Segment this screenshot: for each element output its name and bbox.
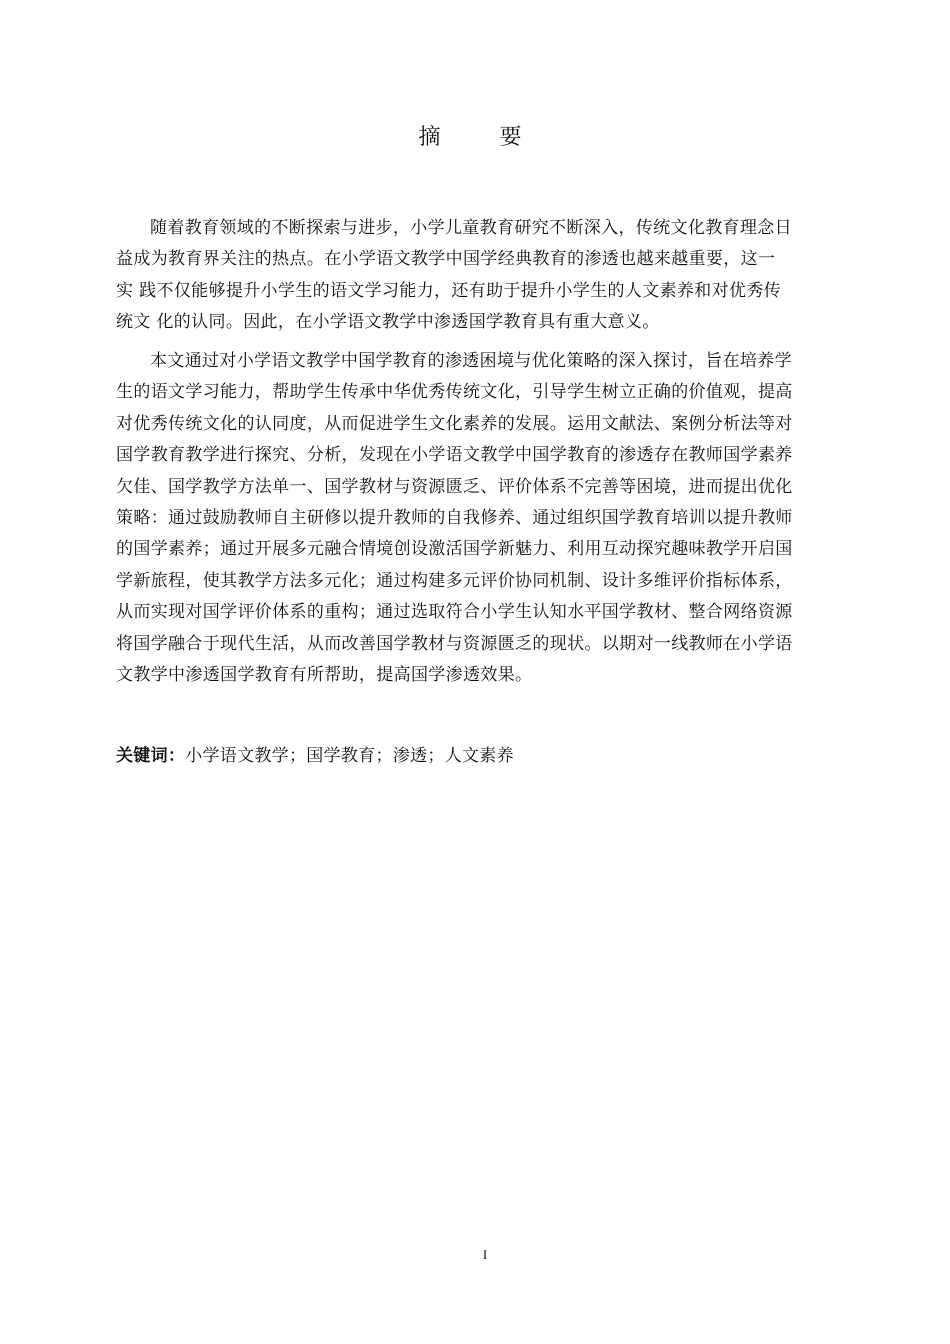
paragraph-line: 从而实现对国学评价体系的重构；通过选取符合小学生认知水平国学教材、整合网络资源 <box>116 602 793 623</box>
paragraph-line: 益成为教育界关注的热点。在小学语文教学中国学经典教育的渗透也越来越重要，这一 <box>116 249 776 270</box>
paragraph-line: 本文通过对小学语文教学中国学教育的渗透困境与优化策略的深入探讨，旨在培养学 <box>150 351 792 371</box>
abstract-title: 摘 要 <box>418 125 548 150</box>
abstract-paragraph-1 <box>116 213 856 339</box>
paragraph-line: 实 践不仅能够提升小学生的语文学习能力，还有助于提升小学生的人文素养和对优秀传 <box>116 280 782 301</box>
paragraph-line: 生的语文学习能力，帮助学生传承中华优秀传统文化，引导学生树立正确的价值观，提高 <box>116 382 793 403</box>
abstract-paragraph-2 <box>116 346 856 691</box>
keywords-label: 关键词： <box>116 746 186 766</box>
paragraph-line: 对优秀传统文化的认同度，从而促进学生文化素养的发展。运用文献法、案例分析法等对 <box>116 413 793 434</box>
paragraph-line: 将国学融合于现代生活，从而改善国学教材与资源匮乏的现状。以期对一线教师在小学语 <box>116 633 793 654</box>
paragraph-line: 统文 化的认同。因此，在小学语文教学中渗透国学教育具有重大意义。 <box>116 312 660 333</box>
paragraph-line: 文教学中渗透国学教育有所帮助，提高国学渗透效果。 <box>116 665 533 686</box>
keywords-line <box>116 741 514 771</box>
page-number: I <box>482 1247 488 1262</box>
paragraph-line: 国学教育教学进行探究、分析，发现在小学语文教学中国学教育的渗透存在教师国学素养 <box>116 445 793 466</box>
paragraph-line: 策略：通过鼓励教师自主研修以提升教师的自我修养、通过组织国学教育培训以提升教师 <box>116 508 793 529</box>
paragraph-line: 学新旅程，使其教学方法多元化；通过构建多元评价协同机制、设计多维评价指标体系， <box>116 570 793 591</box>
keywords-value: 小学语文教学；国学教育；渗透；人文素养 <box>185 746 514 766</box>
paragraph-line: 的国学素养；通过开展多元融合情境创设激活国学新魅力、利用互动探究趣味教学开启国 <box>116 539 793 560</box>
paragraph-line: 随着教育领域的不断探索与进步，小学儿童教育研究不断深入，传统文化教育理念日 <box>150 218 792 238</box>
paragraph-line: 欠佳、国学教学方法单一、国学教材与资源匮乏、评价体系不完善等困境，进而提出优化 <box>116 476 793 497</box>
